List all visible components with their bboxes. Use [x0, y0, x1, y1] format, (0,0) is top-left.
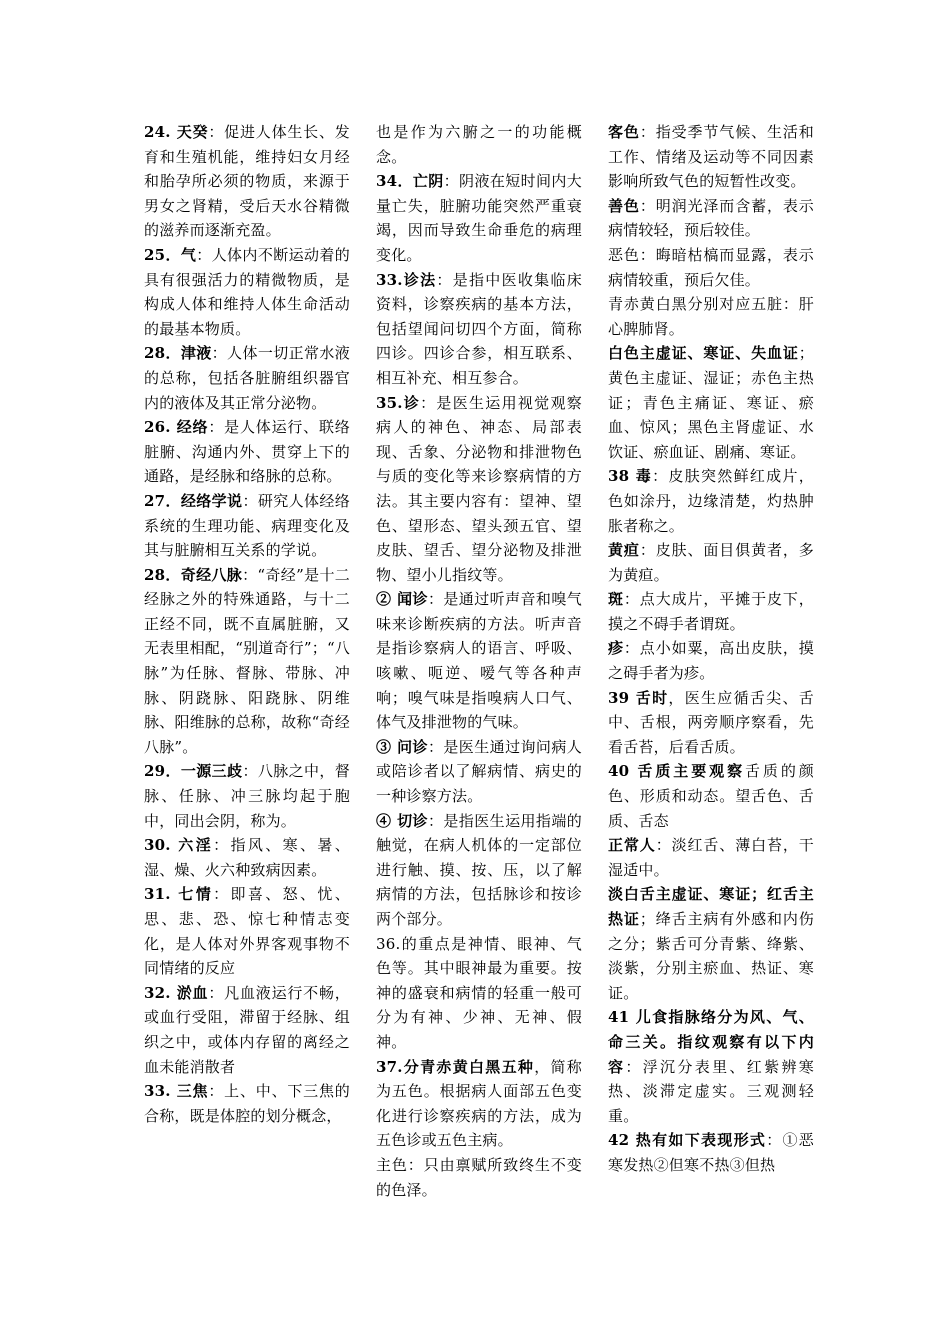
entry-text: 也是作为六腑之一的功能概念。 — [376, 123, 582, 166]
entry — [608, 194, 814, 243]
entry — [608, 882, 814, 1005]
entry-term: ④ 切诊 — [376, 811, 428, 830]
entry-text: ：八脉之中，督脉、任脉、冲三脉均起于胞中，同出会阴，称为。 — [144, 762, 350, 830]
entry-term: 41 儿食指脉络分为风、气、命三关。指纹观察有以下内容 — [608, 1008, 814, 1076]
entry — [376, 268, 582, 391]
entry-text: ：点大成片，平摊于皮下，摸之不碍手者谓斑。 — [608, 590, 814, 633]
entry — [608, 636, 814, 685]
entry-term: 斑 — [608, 590, 624, 609]
entry — [608, 759, 814, 833]
entry-term: 40 舌质主要观察 — [608, 762, 745, 781]
entry — [608, 538, 814, 587]
entry — [144, 120, 350, 243]
entry-term: 42 热有如下表现形式 — [608, 1131, 767, 1150]
entry — [608, 341, 814, 464]
entry-text: ：是医生运用视觉观察病人的神色、神态、局部表现、舌象、分泌物和排泄物色与质的变化等来诊察病情的方法。其主要内容有：望神、望色、望形态、望头颈五官、望皮肤、望舌、望分泌物及排泄物、望小儿指纹等。 — [376, 393, 582, 584]
entry-text: 恶色：晦暗枯槁而显露，表示病情较重，预后欠佳。 — [608, 245, 814, 289]
entry-term: 33.诊法 — [376, 270, 437, 289]
entry-term: 疹 — [608, 639, 624, 658]
entry-text: 舌质的颜色、形质和动态。望舌色、舌质、舌态 — [608, 762, 814, 830]
entry-term: 白色主虚证、寒证、失血证 — [608, 344, 799, 363]
entry — [144, 243, 350, 341]
entry-text: ：是医生通过询问病人或陪诊者以了解病情、病史的一种诊察方法。 — [376, 737, 582, 806]
entry — [608, 686, 814, 760]
entry — [608, 587, 814, 636]
entry-text: ：凡血液运行不畅，或血行受阻，滞留于经脉、组织之中，或体内存留的离经之血未能消散者 — [144, 983, 350, 1076]
entry-term: 33. 三焦 — [144, 1082, 209, 1101]
entry-text: ：指风、寒、暑、湿、燥、火六种致病因素。 — [144, 836, 350, 879]
entry-text: ：即喜、怒、忧、思、悲、恐、惊七种情志变化，是人体对外界客观事物不同情绪的反应 — [144, 885, 350, 978]
entry — [376, 391, 582, 588]
text-column-1 — [144, 120, 350, 1128]
entry-term: 31. 七情 — [144, 885, 214, 904]
entry-term: 26. 经络 — [144, 418, 209, 437]
entry-text: ：皮肤、面目俱黄者，多为黄疸。 — [608, 541, 815, 584]
entry — [376, 809, 582, 932]
entry-term: 30. 六淫 — [144, 836, 214, 855]
entry — [144, 759, 350, 833]
entry-term: 35.诊 — [376, 393, 421, 412]
entry-term: 27．经络学说 — [144, 491, 243, 510]
entry-text: ：明润光泽而含蓄，表示病情较轻，预后较佳。 — [608, 196, 815, 240]
entry-term: 39 舌时 — [608, 688, 669, 707]
entry — [376, 169, 582, 267]
entry-text: ：人体一切正常水液的总称，包括各脏腑组织器官内的液体及其正常分泌物。 — [144, 344, 350, 412]
entry-text: ：上、中、下三焦的合称，既是体腔的划分概念， — [144, 1082, 350, 1125]
entry — [608, 464, 814, 538]
entry — [376, 1055, 582, 1153]
entry — [144, 882, 350, 980]
entry-text: ：“奇经”是十二经脉之外的特殊通路，与十二正经不同，既不直属脏腑，又无表里相配，“别道奇行”；“八脉”为任脉、督脉、带脉、冲脉、阴跷脉、阳跷脉、阴维脉、阳维脉的总称，故称“奇经八脉”。 — [144, 565, 351, 756]
entry — [144, 833, 350, 882]
entry-text: ：人体内不断运动着的具有很强活力的精微物质，是构成人体和维持人体生命活动的最基本物质。 — [144, 245, 350, 338]
entry — [144, 489, 350, 563]
entry — [144, 341, 350, 415]
entry-text: ：①恶寒发热②但寒不热③但热 — [608, 1131, 814, 1174]
entry — [144, 415, 350, 489]
entry-term: 29．一源三歧 — [144, 762, 243, 781]
entry-text: ；绛舌主病有外感和内伤之分；紫舌可分青紫、绛紫、淡紫，分别主瘀血、热证、寒证。 — [608, 910, 815, 1002]
entry-term: 28．奇经八脉 — [144, 565, 243, 584]
entry — [144, 981, 350, 1079]
entry-term: ③ 问诊 — [376, 737, 428, 756]
entry-term: 34．亡阴 — [376, 172, 444, 191]
entry-term: 正常人 — [608, 836, 656, 855]
entry — [608, 120, 814, 194]
entry — [376, 120, 582, 169]
entry — [376, 932, 582, 1055]
entry-text: ：促进人体生长、发育和生殖机能，维持妇女月经和胎孕所必须的物质，来源于男女之肾精，受后天水谷精微的滋养而逐渐充盈。 — [144, 123, 350, 240]
entry — [376, 735, 582, 809]
text-column-3 — [608, 120, 814, 1178]
entry-term: 黄疸 — [608, 541, 640, 560]
entry-text: ：研究人体经络系统的生理功能、病理变化及其与脏腑相互关系的学说。 — [144, 491, 350, 560]
entry-text: ：指受季节气候、生活和工作、情绪及运动等不同因素影响所致气色的短暂性改变。 — [608, 123, 815, 191]
entry-text: 36.的重点是神情、眼神、气色等。其中眼神最为重要。按神的盛衰和病情的轻重一般可分为有神、少神、无神、假神。 — [376, 934, 582, 1051]
entry-text: ，简称为五色。根据病人面部五色变化进行诊察疾病的方法，成为五色诊或五色主病。 — [376, 1057, 582, 1150]
entry-term: 客色 — [608, 123, 640, 141]
entry-text: ，医生应循舌尖、舌中、舌根，两旁顺序察看，先看舌苔，后看舌质。 — [608, 688, 814, 756]
text-column-2 — [376, 120, 582, 1202]
entry-text: ：是指中医收集临床资料，诊察疾病的基本方法，包括望闻问切四个方面，简称四诊。四诊合参，相互联系、相互补充、相互参合。 — [376, 270, 582, 387]
entry — [144, 1079, 350, 1128]
entry-term: ② 闻诊 — [376, 590, 428, 609]
entry — [144, 563, 350, 760]
entry-term: 28．津液 — [144, 344, 212, 363]
entry — [608, 833, 814, 882]
entry — [376, 1153, 582, 1202]
entry — [376, 587, 582, 735]
entry-term: 37.分青赤黄白黑五种 — [376, 1057, 535, 1076]
entry — [608, 1128, 814, 1177]
entry-term: 25．气 — [144, 245, 197, 264]
entry-text: ：皮肤突然鲜红成片，色如涂丹，边缘清楚，灼热肿胀者称之。 — [608, 467, 814, 535]
entry-text: 主色：只由禀赋所致终生不变的色泽。 — [376, 1155, 582, 1199]
entry-text: ：浮沉分表里、红紫辨寒热、淡滞定虚实。三观测轻重。 — [608, 1057, 815, 1125]
entry — [608, 243, 814, 292]
entry-text: ：淡红舌、薄白苔，干湿适中。 — [608, 836, 814, 879]
entry-term: 淡白舌主虚证、寒证；红舌主热证 — [608, 885, 814, 928]
entry-text: ：是通过听声音和嗅气味来诊断疾病的方法。听声音是指诊察病人的语言、呼吸、咳嗽、呃逆、嗳气等各种声响；嗅气味是指嗅病人口气、体气及排泄物的气味。 — [376, 590, 582, 732]
entry-text: ：阴液在短时间内大量亡失，脏腑功能突然严重衰竭，因而导致生命垂危的病理变化。 — [376, 172, 582, 264]
entry-term: 24. 天癸 — [144, 123, 209, 141]
entry-term: 32. 淤血 — [144, 983, 209, 1002]
entry-term: 38 毒 — [608, 467, 653, 486]
entry — [608, 1005, 814, 1128]
entry-text: ；黄色主虚证、湿证；赤色主热证；青色主痛证、寒证、瘀血、惊风；黑色主肾虚证、水饮证、瘀血证、剧痛、寒证。 — [608, 344, 814, 461]
entry-text: ：是指医生运用指端的触觉，在病人机体的一定部位进行触、摸、按、压，以了解病情的方法，包括脉诊和按诊两个部分。 — [376, 811, 582, 928]
entry-text: 青赤黄白黑分别对应五脏：肝心脾肺肾。 — [608, 295, 814, 338]
entry-text: ：是人体运行、联络脏腑、沟通内外、贯穿上下的通路，是经脉和络脉的总称。 — [144, 418, 350, 486]
entry — [608, 292, 814, 341]
entry-text: ：点小如粟，高出皮肤，摸之碍手者为疹。 — [608, 639, 814, 683]
entry-term: 善色 — [608, 196, 640, 215]
